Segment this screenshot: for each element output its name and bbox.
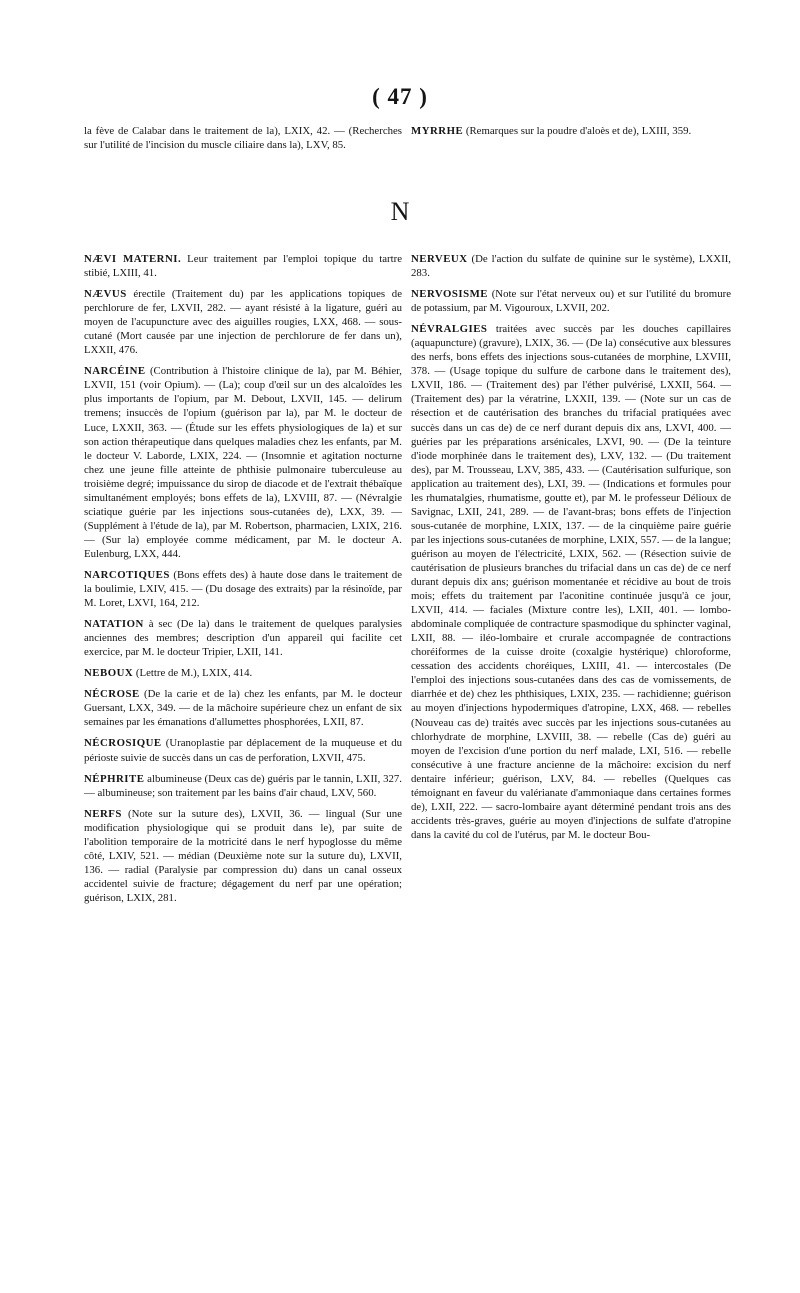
entry-text: traitées avec succès par les douches capillaires (aquapuncture) (gravure), LXIX, 36. — (De la) consécutive aux blessures des nerfs, bons effets des injections sous-cutanées de morphine, LXVIII, 378. — (Usage topique du sulfure de carbone dans le traitement des), LXVII, 186. — (Traitement des) par l'éther pulvérisé, LXXII, 564. — (Traitement des) par la vératrine, LXXII, 139. — (Note sur un cas de résection et de cautérisation des branches du trifacial pratiquées avec succès dans un cas de) de ce nerf durant depuis dix ans, LXVI, 400. — guéries par les préparations arsénicales, LXVI, 90. — (De la teinture d'iode morphinée dans le traitement des), LXV, 132. — (Du traitement des), par M. Trousseau, LXV, 385, 433. — (Cautérisation sulfurique, son application au traitement des), LXI, 39. — (Indications et formules pour les rhumatalgies, rhumatisme, goutte et), par M. le professeur Délioux de Savignac, LXII, 241, 289. — de l'avant-bras; bons effets de l'injection sous-cutanée de morphine, LXIX, 137. — de la cinquième paire guérie par les injections sous-cutanées de morphine, LXIX, 557. — de la langue; guérison au moyen de l'électricité, LXIX, 562. — (Résection suivie de cautérisation de plusieurs branches du trifacial dans un cas de) de ce nerf durant depuis dix ans; guérison momentanée et récidive au bout de trois mois; effets du traitement par l'aconitine continuée jusqu'à ce jour, LXVII, 414. — faciales (Mixture contre les), LXII, 401. — lombo-abdominale compliquée de contracture spasmodique du sphincter vaginal, LXII, 88. — iléo-lombaire et crurale accompagnée de contractions choréiformes de la cuisse droite (coxalgie hystérique) chloroforme, cessation des accidents choréiques, LXIII, 41. — intercostales (De l'emploi des injections sous-cutanées dans des cas de vomissements, de diarrhée et de) chez les phthisiques, LXIX, 235. — rachidienne; guérison au moyen d'injections hypodermiques d'atropine, LXX, 468. — rebelles (Nouveau cas de) traités avec succès par les injections sous-cutanées au chlorhydrate de morphine, LXVIII, 38. — rebelle (Cas de) guéri au moyen de l'excision d'une portion du nerf malade, LXI, 516. — rebelle consécutive à une fracture ancienne de la mâchoire: excision du nerf dentaire inférieur; guérison, LXV, 84. — rebelles (Quelques cas témoignant en faveur du valérianate d'ammoniaque dans certaines formes de), LXII, 222. — sacro-lombaire ayant déterminé pendant trois ans des accidents très-graves, guérie au moyen d'injections de sulfate d'atropine dans la cavité du col de l'utérus, par M. le docteur Bou- (411, 323, 731, 841)
entry-text: (Bons effets des) à haute dose dans le traitement de la boulimie, LXIV, 415. — (Du dosage des extraits) par la résinoïde, par M. Loret, LXVI, 164, 212. (84, 568, 402, 610)
entry-headword: NARCOTIQUES (84, 568, 170, 581)
index-entry (84, 617, 402, 659)
index-entry (84, 124, 402, 152)
top-left-continuation (84, 124, 402, 152)
entry-headword: NÉPHRITE (84, 772, 145, 785)
entry-headword: NERVEUX (411, 253, 468, 265)
right-column (411, 252, 731, 849)
entry-headword: NATATION (84, 618, 144, 631)
index-entry (411, 124, 731, 138)
entry-headword: NÉCROSIQUE (84, 737, 162, 750)
entry-headword: MYRRHE (411, 125, 464, 137)
entry-text: (Uranoplastie par déplacement de la muqueuse et du périoste suivie de succès dans un cas de perforation, LXVII, 475. (84, 737, 402, 764)
entry-text: (De l'action du sulfate de quinine sur le système), LXXII, 283. (411, 253, 731, 280)
entry-text: (De la carie et de la) chez les enfants, par M. le docteur Guersant, LXX, 349. — de la mâchoire supérieure chez un enfant de six semaines par les émanations d'allumettes phosphorées, LXII, 87. (84, 688, 402, 729)
entry-headword: NÆVI MATERNI. (84, 253, 182, 265)
index-entry (84, 287, 402, 357)
entry-text: érectile (Traitement du) par les applications topiques de perchlorure de fer, LXVII, 282. — ayant résisté à la ligature, guéri au moyen de l'acupuncture avec des aiguilles rougies, LXX, 468. — sous-cutané (Mort causée par une injection de perchlorure de fer dans un), LXXII, 476. (84, 288, 402, 357)
index-entry (84, 666, 402, 680)
index-entry (84, 364, 402, 561)
entry-text: (Remarques sur la poudre d'aloès et de), LXIII, 359. (463, 125, 692, 137)
entry-text: Leur traitement par l'emploi topique du tartre stibié, LXIII, 41. (84, 253, 402, 280)
index-entry (84, 568, 402, 610)
page-number: ( 47 ) (372, 84, 428, 109)
entry-text: (Note sur la suture des), LXVII, 36. — lingual (Sur une modification physiologique qui se produit dans le), par suite de l'abolition temporaire de la motricité dans le nerf hypoglosse du même côté, LXIV, 521. — médian (Deuxième note sur la suture du), LXVII, 136. — radial (Paralysie par compression du) dans un canal osseux accidentel suivie de fracture; dégagement du nerf par une opération; guérison, LXIX, 281. (84, 807, 402, 904)
entry-headword: NERFS (84, 807, 122, 820)
index-entry (411, 322, 731, 842)
index-entry (84, 807, 402, 905)
entry-headword: NARCÉINE (84, 365, 146, 378)
entry-text: (Lettre de M.), LXIX, 414. (133, 667, 253, 680)
entry-headword: NÉVRALGIES (411, 323, 488, 336)
index-entry (84, 252, 402, 280)
left-column (84, 252, 402, 912)
index-entry (411, 287, 731, 315)
index-entry (84, 687, 402, 729)
entry-text: albumineuse (Deux cas de) guéris par le tannin, LXII, 327. — albumineuse; son traitement par les bains d'air chaud, LXV, 560. (84, 772, 402, 799)
index-entry (84, 772, 402, 800)
entry-headword: NÉCROSE (84, 688, 140, 701)
entry-text: à sec (De la) dans le traitement de quelques paralysies anciennes des membres; description d'un appareil qui facilite cet exercice, par M. le docteur Tripier, LXII, 141. (84, 618, 402, 659)
entry-headword: NÆVUS (84, 288, 127, 301)
entry-text: (Contribution à l'histoire clinique de la), par M. Béhier, LXVII, 151 (voir Opium). — (La); coup d'œil sur un des alcaloïdes les plus importants de l'opium, par M. Debout, LXVII, 145. — delirum tremens; insuccès de l'opium (guérison par la), par M. le docteur de Luce, LXXII, 363. — (Étude sur les effets physiologiques de la) et sur son action thérapeutique dans quelques maladies chez les enfants, par M. le docteur V. Laborde, LXIX, 224. — (Insomnie et agitation nocturne chez une jeune fille atteinte de phthisie pulmonaire tuberculeuse au troisième degré; impuissance du sirop de diacode et de l'extrait thébaïque simultanément employés; bons effets de la), LXVIII, 87. — (Névralgie sciatique guérie par les injections sous-cutanées de), LXX, 39. — (Supplément à l'étude de la), par M. Robertson, pharmacien, LXIX, 216. — (Sur la) employée comme médicament, par M. le docteur A. Eulenburg, LXX, 444. (84, 365, 402, 560)
entry-headword: NEBOUX (84, 667, 134, 680)
section-letter: N (390, 197, 410, 226)
top-right-entry (411, 124, 731, 138)
entry-text: la fève de Calabar dans le traitement de la), LXIX, 42. — (Recherches sur l'utilité de l'incision du muscle ciliaire dans la), LXV, 85. (84, 125, 402, 152)
entry-text: (Note sur l'état nerveux ou) et sur l'utilité du bromure de potassium, par M. Vigouroux, LXVII, 202. (411, 288, 731, 315)
entry-headword: NERVOSISME (411, 288, 488, 301)
index-entry (411, 252, 731, 280)
index-entry (84, 736, 402, 764)
